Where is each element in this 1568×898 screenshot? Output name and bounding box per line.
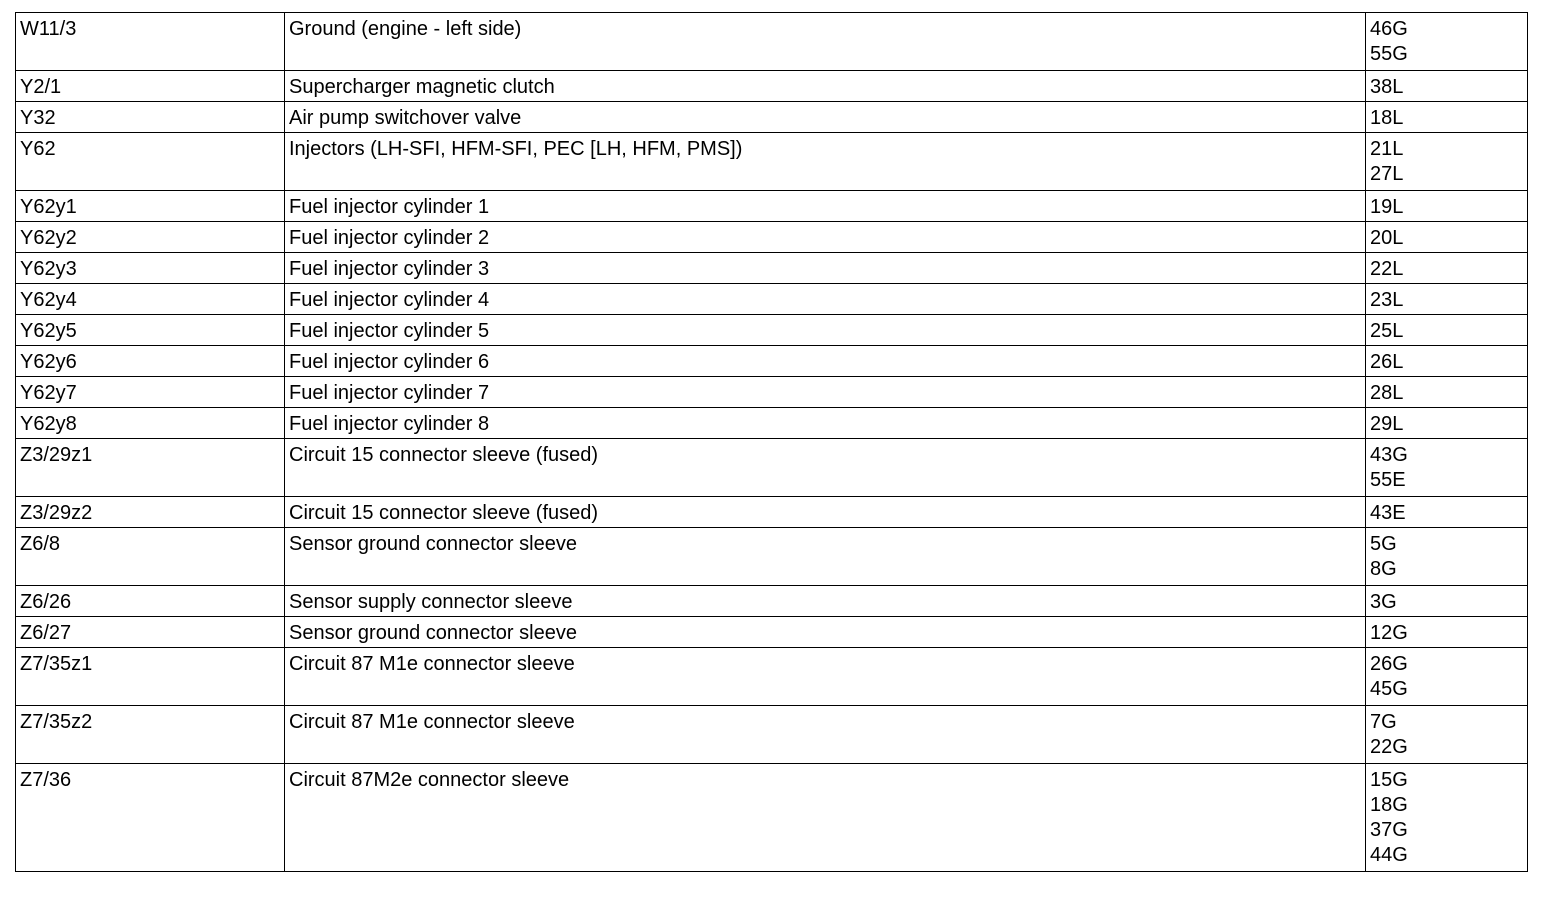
component-code-cell: Y62y4 [16, 284, 285, 315]
pin-value: 28L [1370, 382, 1404, 404]
pin-value: 23L [1370, 289, 1404, 311]
pin-value: 46G [1370, 18, 1408, 40]
pin-list-cell [1366, 377, 1528, 408]
component-code-cell: Y62y5 [16, 315, 285, 346]
table-row [16, 71, 1528, 102]
component-description-cell: Fuel injector cylinder 3 [285, 253, 1366, 284]
pin-value: 29L [1370, 413, 1404, 435]
component-description-cell: Air pump switchover valve [285, 102, 1366, 133]
component-code-cell: Y62y8 [16, 408, 285, 439]
table-row [16, 13, 1528, 71]
pin-value: 26L [1370, 351, 1404, 373]
component-code-cell: Y62y6 [16, 346, 285, 377]
pin-value: 44G [1370, 844, 1408, 866]
component-code-cell: Y62y7 [16, 377, 285, 408]
pin-value: 22G [1370, 736, 1408, 758]
component-code-cell: Y2/1 [16, 71, 285, 102]
pin-list-cell [1366, 13, 1528, 71]
component-code-cell: Z7/35z2 [16, 706, 285, 764]
pin-list-cell [1366, 253, 1528, 284]
pin-value: 25L [1370, 320, 1404, 342]
table-row [16, 191, 1528, 222]
table-row [16, 648, 1528, 706]
component-code-cell: Z7/36 [16, 764, 285, 872]
table-row [16, 439, 1528, 497]
pin-value: 38L [1370, 76, 1404, 98]
component-description-cell: Injectors (LH-SFI, HFM-SFI, PEC [LH, HFM, PMS]) [285, 133, 1366, 191]
table-row [16, 706, 1528, 764]
pin-list-cell [1366, 191, 1528, 222]
component-code-cell: Y62 [16, 133, 285, 191]
table-row [16, 102, 1528, 133]
component-description-cell: Circuit 15 connector sleeve (fused) [285, 497, 1366, 528]
pin-list-cell [1366, 346, 1528, 377]
component-description-cell: Fuel injector cylinder 5 [285, 315, 1366, 346]
pin-list-cell [1366, 497, 1528, 528]
component-description-cell: Circuit 87 M1e connector sleeve [285, 706, 1366, 764]
pin-list-cell [1366, 408, 1528, 439]
pin-list-cell [1366, 222, 1528, 253]
pin-list-cell [1366, 439, 1528, 497]
component-description-cell: Fuel injector cylinder 2 [285, 222, 1366, 253]
component-code-cell: Z7/35z1 [16, 648, 285, 706]
pin-list-cell [1366, 315, 1528, 346]
component-description-cell: Circuit 87M2e connector sleeve [285, 764, 1366, 872]
pin-value: 8G [1370, 558, 1397, 580]
pin-value: 55E [1370, 469, 1406, 491]
pin-list-cell [1366, 586, 1528, 617]
component-description-cell: Fuel injector cylinder 7 [285, 377, 1366, 408]
component-code-cell: Z3/29z1 [16, 439, 285, 497]
component-code-cell: Z6/8 [16, 528, 285, 586]
component-pin-table [15, 12, 1528, 872]
table-row [16, 377, 1528, 408]
table-row [16, 408, 1528, 439]
component-description-cell: Supercharger magnetic clutch [285, 71, 1366, 102]
component-description-cell: Ground (engine - left side) [285, 13, 1366, 71]
pin-value: 18L [1370, 107, 1404, 129]
component-description-cell: Fuel injector cylinder 4 [285, 284, 1366, 315]
pin-value: 43E [1370, 502, 1406, 524]
pin-list-cell [1366, 284, 1528, 315]
pin-list-cell [1366, 71, 1528, 102]
table-body [16, 13, 1528, 872]
pin-value: 43G [1370, 444, 1408, 466]
table-row [16, 528, 1528, 586]
pin-list-cell [1366, 764, 1528, 872]
component-code-cell: W11/3 [16, 13, 285, 71]
pin-value: 22L [1370, 258, 1404, 280]
component-code-cell: Y62y1 [16, 191, 285, 222]
table-row [16, 133, 1528, 191]
component-description-cell: Sensor supply connector sleeve [285, 586, 1366, 617]
table-row [16, 315, 1528, 346]
component-description-cell: Fuel injector cylinder 8 [285, 408, 1366, 439]
pin-value: 7G [1370, 711, 1397, 733]
pin-list-cell [1366, 102, 1528, 133]
component-code-cell: Y32 [16, 102, 285, 133]
pin-value: 26G [1370, 653, 1408, 675]
component-description-cell: Sensor ground connector sleeve [285, 528, 1366, 586]
component-code-cell: Z6/26 [16, 586, 285, 617]
table-row [16, 617, 1528, 648]
pin-value: 21L [1370, 138, 1404, 160]
table-row [16, 222, 1528, 253]
pin-value: 20L [1370, 227, 1404, 249]
component-code-cell: Y62y2 [16, 222, 285, 253]
component-description-cell: Fuel injector cylinder 6 [285, 346, 1366, 377]
table-row [16, 346, 1528, 377]
pin-value: 5G [1370, 533, 1397, 555]
table-row [16, 284, 1528, 315]
pin-list-cell [1366, 648, 1528, 706]
pin-value: 3G [1370, 591, 1397, 613]
pin-value: 12G [1370, 622, 1408, 644]
component-description-cell: Sensor ground connector sleeve [285, 617, 1366, 648]
pin-value: 45G [1370, 678, 1408, 700]
table-row [16, 764, 1528, 872]
component-code-cell: Z3/29z2 [16, 497, 285, 528]
pin-list-cell [1366, 528, 1528, 586]
pin-value: 19L [1370, 196, 1404, 218]
table-row [16, 497, 1528, 528]
pin-value: 55G [1370, 43, 1408, 65]
table-row [16, 586, 1528, 617]
pin-value: 27L [1370, 163, 1404, 185]
pin-list-cell [1366, 706, 1528, 764]
component-description-cell: Circuit 15 connector sleeve (fused) [285, 439, 1366, 497]
pin-value: 18G [1370, 794, 1408, 816]
table-row [16, 253, 1528, 284]
component-description-cell: Fuel injector cylinder 1 [285, 191, 1366, 222]
component-code-cell: Y62y3 [16, 253, 285, 284]
pin-value: 37G [1370, 819, 1408, 841]
component-code-cell: Z6/27 [16, 617, 285, 648]
pin-value: 15G [1370, 769, 1408, 791]
component-description-cell: Circuit 87 M1e connector sleeve [285, 648, 1366, 706]
pin-list-cell [1366, 133, 1528, 191]
pin-list-cell [1366, 617, 1528, 648]
